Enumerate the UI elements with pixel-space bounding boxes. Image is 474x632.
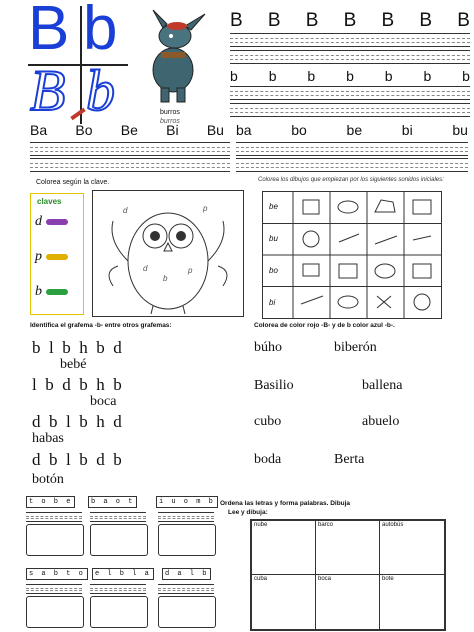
writing-lines <box>90 512 146 522</box>
letter-b: b <box>268 68 277 84</box>
left-word: bebé <box>60 357 87 372</box>
letter-B: B <box>230 10 243 31</box>
right-word: biberón <box>334 340 377 355</box>
drawing-box <box>26 596 84 628</box>
grid-row-label: be <box>269 202 278 211</box>
letter-b: b <box>230 68 238 84</box>
syllable: Bi <box>166 122 179 138</box>
writing-lines <box>158 512 214 522</box>
color-rule-instruction: Colorea de color rojo -B- y de b color azul -b-. <box>254 322 395 329</box>
svg-text:b: b <box>163 274 168 283</box>
letter-row: b l b h b d <box>32 338 122 357</box>
letter-b: b <box>307 68 316 84</box>
grid-row-label: bi <box>269 298 276 307</box>
letter-b: b <box>423 68 432 84</box>
writing-lines <box>26 584 82 594</box>
draw-cell: nube <box>251 520 316 575</box>
writing-lines <box>230 33 470 47</box>
drawing-box <box>158 596 216 628</box>
scramble-word: s a b t o <box>26 568 88 580</box>
draw-cell: bote <box>379 574 445 630</box>
writing-lines <box>90 584 146 594</box>
color-swatch-yellow <box>46 254 68 260</box>
right-word: boda <box>254 452 282 467</box>
syllable: bi <box>401 122 413 138</box>
scramble-word: i u o m b <box>156 496 218 508</box>
svg-text:d: d <box>123 206 128 215</box>
svg-text:d: d <box>143 264 148 273</box>
letter-B: B <box>419 10 433 31</box>
scramble-tiles-bottom <box>22 566 222 582</box>
left-word: habas <box>32 431 64 446</box>
scramble-word: e l b l a <box>92 568 154 580</box>
writing-lines <box>236 142 468 156</box>
scramble-word: t o b e <box>26 496 75 508</box>
big-upper-b-blue: B <box>28 0 70 63</box>
writing-lines <box>30 142 230 156</box>
read-draw-grid <box>250 519 446 631</box>
syllable: Ba <box>30 122 48 138</box>
right-word: Basilio <box>254 378 294 393</box>
color-swatch-green <box>46 289 68 295</box>
syllable: ba <box>236 122 252 138</box>
big-letters-panel <box>28 0 128 124</box>
syllable: Bo <box>75 122 93 138</box>
letter-b: b <box>462 68 470 84</box>
picture-grid <box>262 191 442 319</box>
read-instruction: Lee y dibuja: <box>228 509 268 516</box>
caption-line-2: burros <box>160 118 180 125</box>
scramble-word: d a l b <box>162 568 211 580</box>
right-word: abuelo <box>362 414 400 429</box>
letter-B: B <box>343 10 357 31</box>
writing-lines <box>230 86 470 100</box>
drawing-box <box>26 524 84 556</box>
letter-b: b <box>384 68 393 84</box>
right-word: cubo <box>254 414 282 429</box>
syllables-lower <box>236 122 468 138</box>
clave-key-b: b <box>35 284 68 300</box>
syllable: Bu <box>206 122 224 138</box>
syllable: Be <box>120 122 138 138</box>
owl-coloring-picture <box>92 190 244 317</box>
right-instruction: Colorea los dibujos que empiezan por los siguientes sonidos iniciales: <box>258 177 444 183</box>
writing-lines <box>26 512 82 522</box>
syllable: be <box>346 122 363 138</box>
letter-B: B <box>457 10 470 31</box>
letter-B: B <box>381 10 395 31</box>
letter-row: d b l b h d <box>32 412 122 431</box>
writing-lines <box>230 50 470 64</box>
lower-b-row <box>230 68 470 84</box>
color-instruction: Colorea según la clave. <box>36 179 110 186</box>
letter-B: B <box>267 10 281 31</box>
order-instruction: Ordena las letras y forma palabras. Dibuja <box>220 500 351 507</box>
right-word: Berta <box>334 452 365 467</box>
identify-instruction: Identifica el grafema -b- entre otros grafemas: <box>30 322 172 329</box>
writing-lines <box>236 158 468 172</box>
scramble-word: b a o t <box>88 496 137 508</box>
svg-text:p: p <box>203 204 208 213</box>
clave-label: claves <box>37 197 62 206</box>
syllable: bo <box>291 122 307 138</box>
writing-lines <box>230 103 470 117</box>
donkey-illustration <box>135 8 215 108</box>
color-swatch-purple <box>46 219 68 225</box>
draw-cell: barco <box>315 520 380 575</box>
big-lower-b-blue: b <box>83 0 118 63</box>
writing-lines <box>158 584 214 594</box>
letter-row: d b l b d b <box>32 450 122 469</box>
upper-b-row <box>230 10 470 32</box>
caption-line-1: burros <box>160 109 180 116</box>
big-upper-b-outline: B <box>30 58 66 123</box>
draw-cell: boca <box>315 574 380 630</box>
left-word: boca <box>90 394 117 409</box>
writing-lines <box>30 158 230 172</box>
scramble-tiles-top <box>22 494 222 510</box>
grid-lines <box>263 192 441 318</box>
clave-key-p: p <box>35 249 68 265</box>
drawing-box <box>90 596 148 628</box>
drawing-box <box>90 524 148 556</box>
syllable: bu <box>452 122 468 138</box>
clave-panel <box>30 193 84 315</box>
grid-row-label: bo <box>269 266 278 275</box>
draw-cell: cuba <box>251 574 316 630</box>
pencil-icon <box>70 108 85 120</box>
grid-row-label: bu <box>269 234 278 243</box>
letter-row: l b d b h b <box>32 375 122 394</box>
draw-cell: autobús <box>379 520 445 575</box>
right-word: ballena <box>362 378 403 393</box>
letter-b: b <box>346 68 354 84</box>
svg-text:p: p <box>188 266 193 275</box>
left-word: botón <box>32 472 64 487</box>
big-lower-b-outline: b <box>86 58 115 123</box>
letter-B: B <box>305 10 319 31</box>
syllables-upper <box>30 122 224 138</box>
right-word: búho <box>254 340 282 355</box>
drawing-box <box>158 524 216 556</box>
clave-key-d: d <box>35 214 68 230</box>
